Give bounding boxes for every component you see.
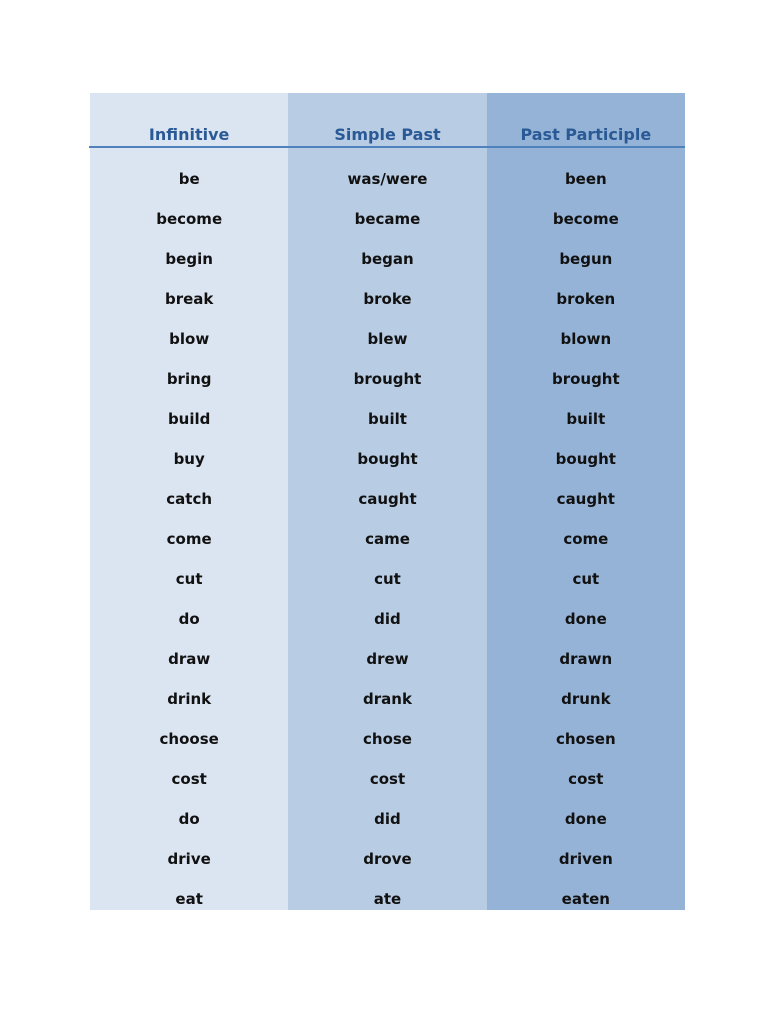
cell-past-participle: drawn [559,650,613,668]
cell-past-participle: become [552,210,619,228]
cell-simple-past: brought [353,370,422,388]
cell-infinitive: break [164,290,214,308]
cell-past-participle: cost [568,770,604,788]
cell-simple-past: built [368,410,407,428]
cells-simple-past [288,159,486,919]
cell-infinitive: eat [175,890,203,908]
cell-simple-past: drove [363,850,412,868]
column-past-participle [487,93,685,910]
cell-past-participle: brought [551,370,620,388]
cell-infinitive: do [178,610,200,628]
header-simple-past: Simple Past [334,125,441,144]
cell-infinitive: cost [171,770,207,788]
cell-simple-past: broke [363,290,412,308]
cell-infinitive: catch [166,490,213,508]
cell-past-participle: done [564,610,607,628]
cell-past-participle: bought [555,450,616,468]
cell-past-participle: blown [560,330,612,348]
header-infinitive: Infinitive [148,125,230,144]
cell-past-participle: broken [556,290,616,308]
cells-infinitive [90,159,288,919]
cell-simple-past: chose [363,730,412,748]
cell-infinitive: draw [168,650,211,668]
cell-past-participle: caught [556,490,615,508]
column-infinitive [90,93,288,910]
cell-infinitive: be [178,170,200,188]
cell-infinitive: build [167,410,211,428]
header-past-participle: Past Participle [520,125,652,144]
cell-simple-past: began [361,250,414,268]
cell-past-participle: been [564,170,607,188]
column-simple-past [288,93,486,910]
cell-infinitive: begin [165,250,213,268]
cell-past-participle: begun [559,250,613,268]
cell-simple-past: blew [367,330,408,348]
cell-infinitive: bring [166,370,212,388]
header-divider [89,146,685,148]
cell-infinitive: blow [169,330,210,348]
cell-past-participle: drunk [561,690,611,708]
cell-infinitive: drive [167,850,211,868]
cell-past-participle: eaten [561,890,610,908]
cells-past-participle [487,159,685,919]
cell-infinitive: buy [173,450,205,468]
cell-simple-past: cut [374,570,401,588]
cell-simple-past: did [374,810,401,828]
verb-table [90,93,685,910]
cell-infinitive: drink [167,690,212,708]
cell-simple-past: bought [357,450,418,468]
cell-simple-past: ate [373,890,402,908]
cell-simple-past: drank [363,690,412,708]
cell-infinitive: cut [175,570,203,588]
cell-simple-past: was/were [347,170,428,188]
cell-infinitive: come [166,530,212,548]
cell-past-participle: built [566,410,606,428]
cell-simple-past: cost [369,770,406,788]
cell-infinitive: do [178,810,200,828]
cell-simple-past: caught [358,490,417,508]
cell-past-participle: chosen [555,730,616,748]
cell-simple-past: did [374,610,401,628]
cell-past-participle: done [564,810,607,828]
cell-past-participle: come [563,530,609,548]
cell-infinitive: become [156,210,223,228]
cell-past-participle: driven [558,850,613,868]
cell-simple-past: drew [366,650,409,668]
cell-infinitive: choose [159,730,219,748]
cell-past-participle: cut [572,570,600,588]
cell-simple-past: became [354,210,421,228]
cell-simple-past: came [365,530,410,548]
